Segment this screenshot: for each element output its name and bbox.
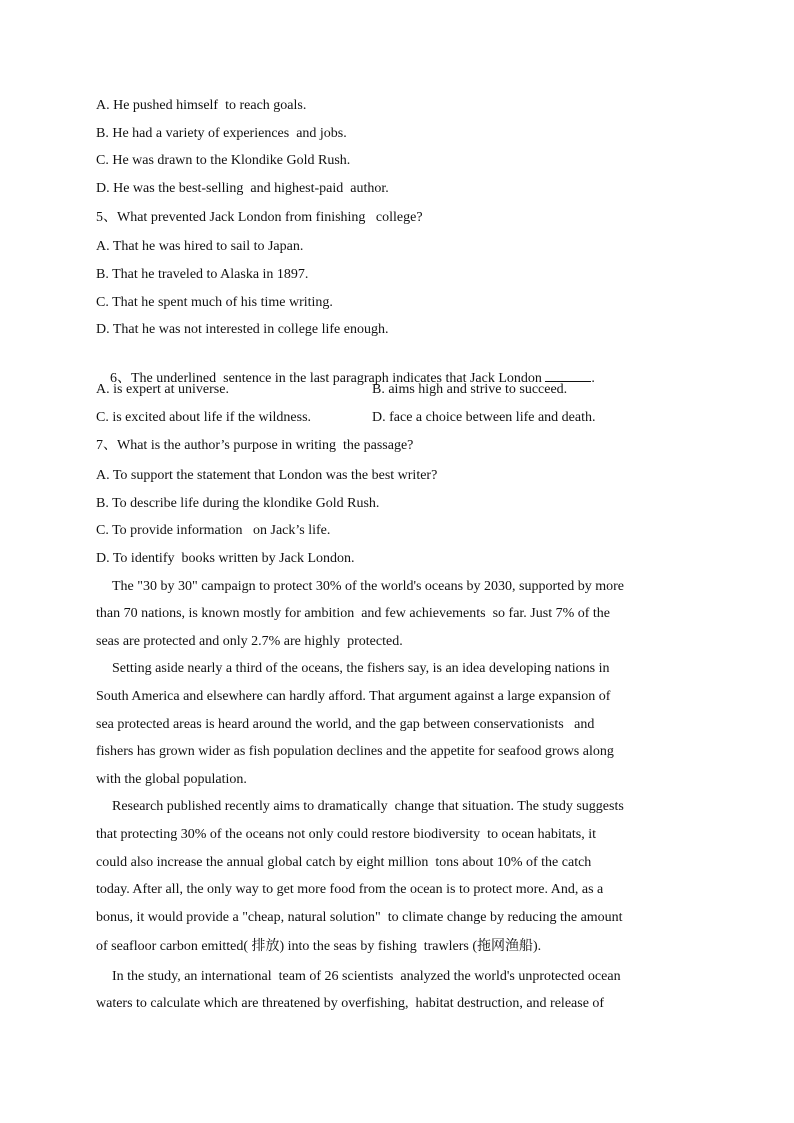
q5-option-a: A. That he was hired to sail to Japan. [96, 239, 304, 254]
passage-line: Research published recently aims to dramatically change that situation. The study suggests [112, 799, 624, 814]
q7-option-b: B. To describe life during the klondike Gold Rush. [96, 496, 380, 511]
q4-option-c: C. He was drawn to the Klondike Gold Rush. [96, 153, 351, 168]
passage-line: could also increase the annual global catch by eight million tons about 10% of the catch [96, 855, 592, 870]
q7-stem: 7、What is the author’s purpose in writing the passage? [96, 438, 414, 453]
passage-line: of seafloor carbon emitted( 排放) into the seas by fishing trawlers (拖网渔船). [96, 939, 542, 954]
passage-line: waters to calculate which are threatened by overfishing, habitat destruction, and release of [96, 996, 605, 1011]
q6-stem: 6、The underlined sentence in the last paragraph indicates that Jack London [110, 371, 546, 386]
q7-option-c: C. To provide information on Jack’s life. [96, 523, 331, 538]
passage-line: than 70 nations, is known mostly for ambition and few achievements so far. Just 7% of the [96, 606, 611, 621]
q4-option-a: A. He pushed himself to reach goals. [96, 98, 307, 113]
passage-line: with the global population. [96, 772, 247, 787]
q6-stem-end: . [591, 371, 595, 386]
q4-option-b: B. He had a variety of experiences and jobs. [96, 126, 347, 141]
q5-option-b: B. That he traveled to Alaska in 1897. [96, 267, 309, 282]
passage-line: sea protected areas is heard around the world, and the gap between conservationists and [96, 717, 595, 732]
passage-line: In the study, an international team of 26 scientists analyzed the world's unprotected ocean [112, 969, 621, 984]
passage-line: The "30 by 30" campaign to protect 30% of the world's oceans by 2030, supported by more [112, 579, 625, 594]
q6-option-c: C. is excited about life if the wildness. [96, 410, 312, 425]
passage-line: South America and elsewhere can hardly afford. That argument against a large expansion of [96, 689, 611, 704]
q6-option-a: A. is expert at universe. [96, 382, 229, 397]
q6-option-b: B. aims high and strive to succeed. [372, 382, 568, 397]
q5-stem: 5、What prevented Jack London from finishing college? [96, 210, 423, 225]
q5-option-c: C. That he spent much of his time writing. [96, 295, 333, 310]
passage-line: bonus, it would provide a "cheap, natural solution" to climate change by reducing the amount [96, 910, 623, 925]
passage-line: Setting aside nearly a third of the oceans, the fishers say, is an idea developing nations in [112, 661, 610, 676]
passage-line: fishers has grown wider as fish population declines and the appetite for seafood grows along [96, 744, 614, 759]
q4-option-d: D. He was the best-selling and highest-paid author. [96, 181, 389, 196]
passage-line: that protecting 30% of the oceans not only could restore biodiversity to ocean habitats, it [96, 827, 596, 842]
q6-option-d: D. face a choice between life and death. [372, 410, 596, 425]
passage-line: today. After all, the only way to get more food from the ocean is to protect more. And, as a [96, 882, 604, 897]
q5-option-d: D. That he was not interested in college life enough. [96, 322, 389, 337]
q7-option-d: D. To identify books written by Jack London. [96, 551, 355, 566]
passage-line: seas are protected and only 2.7% are highly protected. [96, 634, 403, 649]
q7-option-a: A. To support the statement that London was the best writer? [96, 468, 438, 483]
